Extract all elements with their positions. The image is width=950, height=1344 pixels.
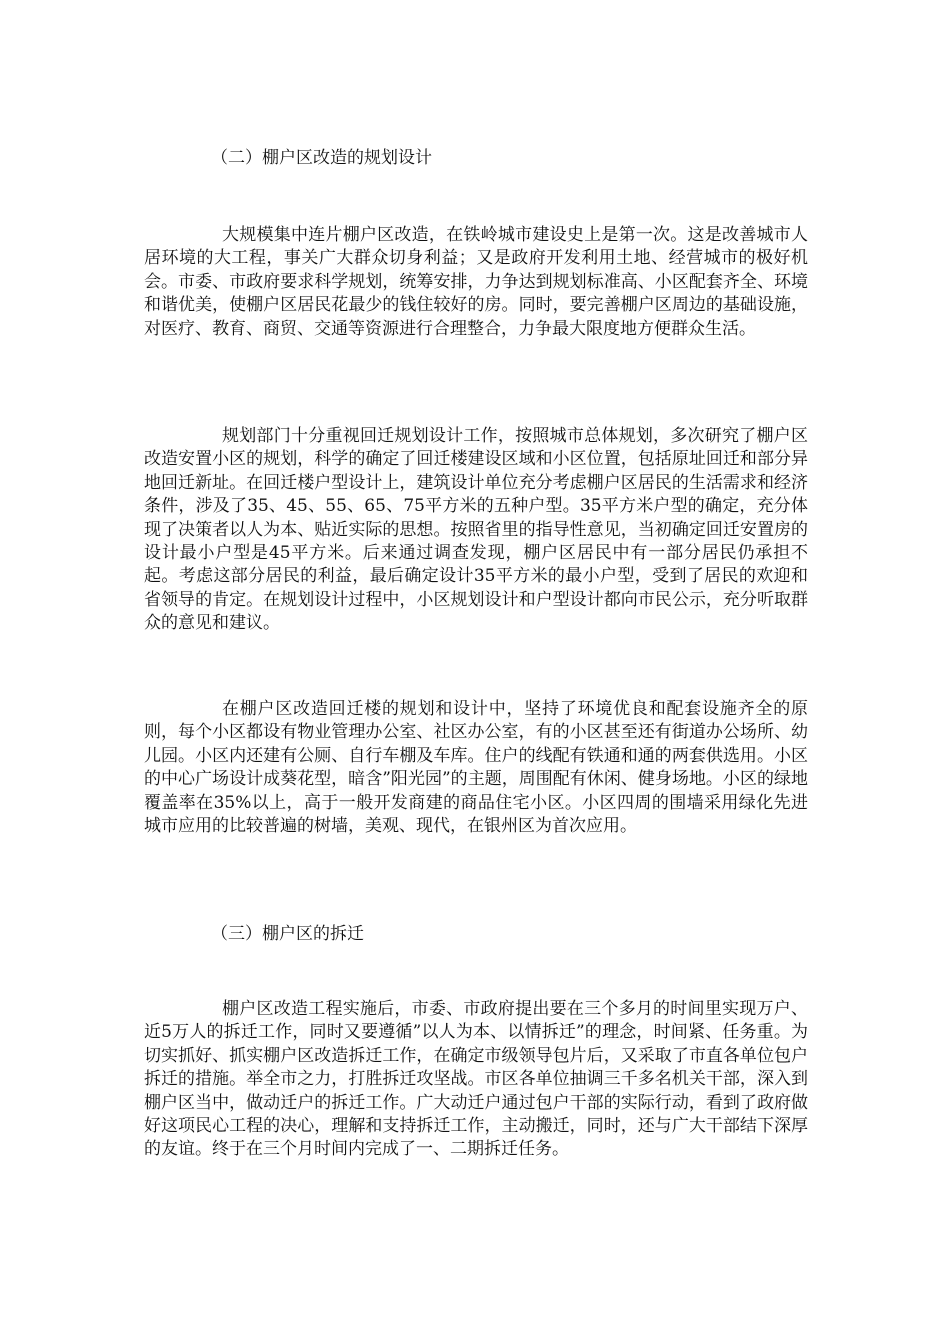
paragraph-planning-intro: 大规模集中连片棚户区改造，在铁岭城市建设史上是第一次。这是改善城市人居环境的大工程，事关广大群众切身利益；又是政府开发利用土地、经营城市的极好机会。市委、市政府要求科学规划，统筹安排，力争达到规划标准高、小区配套齐全、环境和谐优美，使棚户区居民花最少的钱住较好的房。同时，要完善棚户区周边的基础设施，对医疗、教育、商贸、交通等资源进行合理整合，力争最大限度地方便群众生活。 [144,225,808,339]
paragraph-demolition: 棚户区改造工程实施后，市委、市政府提出要在三个多月的时间里实现万户、近5万人的拆迁工作，同时又要遵循”以人为本、以情拆迁”的理念，时间紧、任务重。为切实抓好、抓实棚户区改造拆迁工作，在确定市级领导包片后，又采取了市直各单位包户拆迁的措施。举全市之力，打胜拆迁攻坚战。市区各单位抽调三千多名机关干部，深入到棚户区当中，做动迁户的拆迁工作。广大动迁户通过包户干部的实际行动，看到了政府做好这项民心工程的决心，理解和支持拆迁工作，主动搬迁，同时，还与广大干部结下深厚的友谊。终于在三个月时间内完成了一、二期拆迁任务。 [144,999,808,1160]
section-heading-planning: （二）棚户区改造的规划设计 [211,148,432,168]
paragraph-planning-design: 规划部门十分重视回迁规划设计工作，按照城市总体规划，多次研究了棚户区改造安置小区的规划，科学的确定了回迁楼建设区域和小区位置，包括原址回迁和部分异地回迁新址。在回迁楼户型设计上，建筑设计单位充分考虑棚户区居民的生活需求和经济条件，涉及了35、45、55、65、75平方米的五种户型。35平方米户型的确定，充分体现了决策者以人为本、贴近实际的思想。按照省里的指导性意见，当初确定回迁安置房的设计最小户型是45平方米。后来通过调查发现，棚户区居民中有一部分居民仍承担不起。考虑这部分居民的利益，最后确定设计35平方米的最小户型，受到了居民的欢迎和省领导的肯定。在规划设计过程中，小区规划设计和户型设计都向市民公示，充分听取群众的意见和建议。 [144,426,808,634]
section-heading-demolition: （三）棚户区的拆迁 [211,924,364,944]
paragraph-planning-facilities: 在棚户区改造回迁楼的规划和设计中，坚持了环境优良和配套设施齐全的原则，每个小区都设有物业管理办公室、社区办公室，有的小区甚至还有街道办公场所、幼儿园。小区内还建有公厕、自行车棚及车库。住户的线配有铁通和通的两套供选用。小区的中心广场设计成葵花型，暗含”阳光园”的主题，周围配有休闲、健身场地。小区的绿地覆盖率在35%以上，高于一般开发商建的商品住宅小区。小区四周的围墙采用绿化先进城市应用的比较普遍的树墙，美观、现代，在银州区为首次应用。 [144,699,808,837]
